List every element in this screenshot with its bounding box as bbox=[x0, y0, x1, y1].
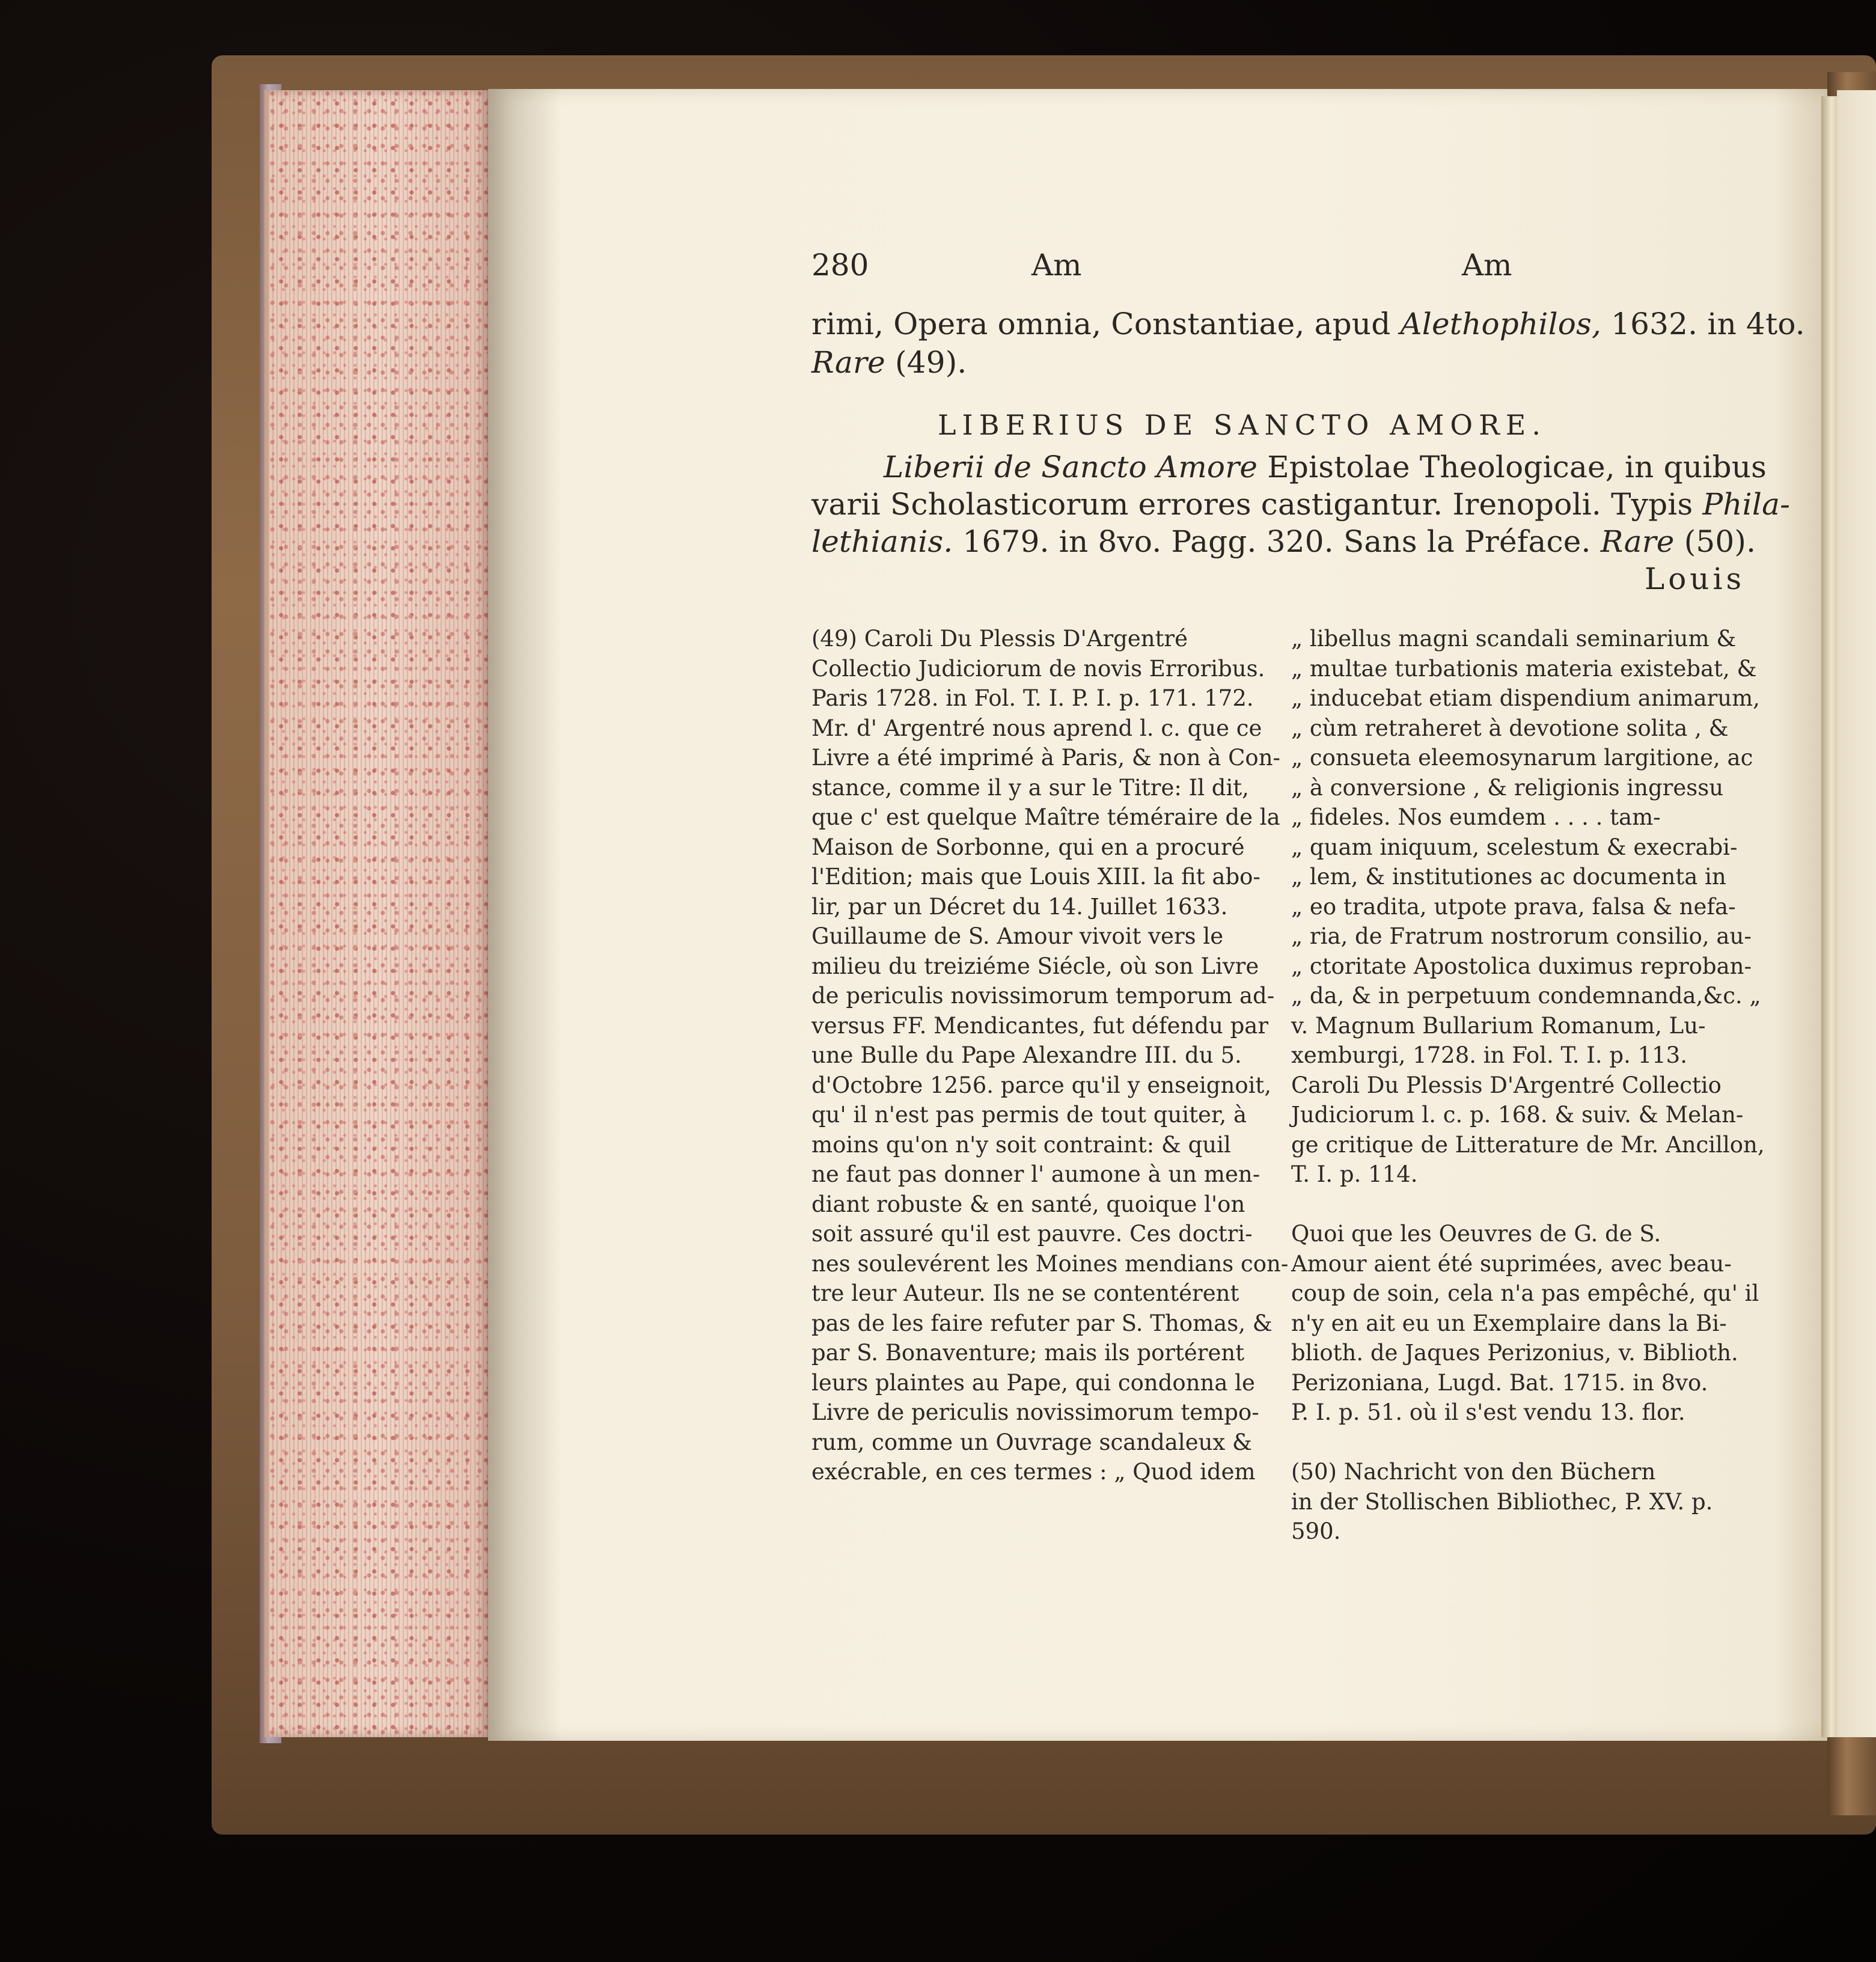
rare-label: Rare bbox=[811, 345, 885, 380]
footnote-line bbox=[1291, 1190, 1748, 1220]
intro-italic: Alethophilos, bbox=[1400, 307, 1602, 341]
footnote-line: Caroli Du Plessis D'Argentré Collectio bbox=[1291, 1072, 1722, 1098]
footnote-line: milieu du treiziéme Siécle, où son Livre bbox=[811, 953, 1259, 979]
entry-title: Epistolae Theologicae, in quibus bbox=[1267, 450, 1767, 484]
footnote-line: „ libellus magni scandali seminarium & bbox=[1291, 626, 1737, 652]
footnote-line: d'Octobre 1256. parce qu'il y enseignoit, bbox=[811, 1072, 1272, 1098]
footnote-line: diant robuste & en santé, quoique l'on bbox=[811, 1191, 1245, 1217]
footnote-line bbox=[1291, 1428, 1748, 1458]
footnote-line: Paris 1728. in Fol. T. I. P. I. p. 171. 172. bbox=[811, 685, 1254, 711]
entry-heading: LIBERIUS DE SANCTO AMORE. bbox=[938, 409, 1547, 441]
footnote-line: tre leur Auteur. Ils ne se contentérent bbox=[811, 1280, 1239, 1306]
intro-line-1 bbox=[811, 307, 1805, 341]
footnote-line: „ fideles. Nos eumdem . . . . tam- bbox=[1291, 804, 1661, 830]
footnote-line: in der Stollischen Bibliothec, P. XV. p. bbox=[1291, 1488, 1713, 1515]
intro-end: 1632. in 4to. bbox=[1611, 307, 1805, 341]
footnote-line: Maison de Sorbonne, qui en a procuré bbox=[811, 834, 1245, 860]
footnote-line: ne faut pas donner l' aumone à un men- bbox=[811, 1161, 1260, 1187]
footnote-line: 590. bbox=[1291, 1518, 1341, 1544]
footnote-line: (49) Caroli Du Plessis D'Argentré bbox=[811, 626, 1188, 652]
footnote-line: exécrable, en ces termes : „ Quod idem bbox=[811, 1459, 1256, 1485]
footnote-line: „ multae turbationis materia existebat, & bbox=[1291, 655, 1757, 682]
entry-line-2 bbox=[811, 487, 1790, 522]
footnote-line: Collectio Judiciorum de novis Erroribus. bbox=[811, 655, 1265, 682]
footnote-line: stance, comme il y a sur le Titre: Il dit, bbox=[811, 774, 1249, 801]
footnote-line: Judiciorum l. c. p. 168. & suiv. & Melan- bbox=[1291, 1102, 1744, 1128]
page-fold-shadow bbox=[488, 89, 560, 1741]
facing-page-edge bbox=[1837, 90, 1876, 1737]
footnote-line: versus FF. Mendicantes, fut défendu par bbox=[811, 1012, 1269, 1039]
intro-line-2 bbox=[811, 345, 967, 380]
footnote-line: Livre de periculis novissimorum tempo- bbox=[811, 1399, 1259, 1425]
footnote-line: de periculis novissimorum temporum ad- bbox=[811, 983, 1275, 1009]
footnote-line: Mr. d' Argentré nous aprend l. c. que ce bbox=[811, 715, 1262, 741]
footnote-line: „ quam iniquum, scelestum & execrabi- bbox=[1291, 834, 1738, 860]
page-gutter bbox=[1821, 96, 1838, 1737]
entry-publisher: Phila- bbox=[1702, 487, 1791, 522]
footnote-line: une Bulle du Pape Alexandre III. du 5. bbox=[811, 1042, 1242, 1068]
footnote-column-right bbox=[1291, 624, 1765, 1547]
footnote-line: par S. Bonaventure; mais ils portérent bbox=[811, 1340, 1245, 1366]
running-head-right: Am bbox=[1462, 248, 1512, 283]
catchword: Louis bbox=[1645, 561, 1746, 596]
footnote-line: que c' est quelque Maître téméraire de la bbox=[811, 804, 1280, 830]
footnote-line: Amour aient été suprimées, avec beau- bbox=[1291, 1250, 1732, 1277]
footnote-line: pas de les faire refuter par S. Thomas, & bbox=[811, 1310, 1273, 1336]
footnote-line: blioth. de Jaques Perizonius, v. Biblioth. bbox=[1291, 1340, 1738, 1366]
entry-publisher-end: lethianis. bbox=[811, 524, 953, 559]
footnote-line: v. Magnum Bullarium Romanum, Lu- bbox=[1291, 1012, 1706, 1039]
footnote-line: soit assuré qu'il est pauvre. Ces doctri- bbox=[811, 1221, 1253, 1247]
page-number: 280 bbox=[811, 248, 869, 283]
footnote-line: moins qu'on n'y soit contraint: & quil bbox=[811, 1131, 1231, 1158]
footnote-line: rum, comme un Ouvrage scandaleux & bbox=[811, 1429, 1252, 1455]
footnote-line: ge critique de Litterature de Mr. Ancillon, bbox=[1291, 1131, 1765, 1158]
entry-details: 1679. in 8vo. Pagg. 320. Sans la Préface. bbox=[962, 524, 1591, 559]
intro-note-ref: (49). bbox=[895, 345, 967, 380]
footnote-line: Quoi que les Oeuvres de G. de S. bbox=[1291, 1221, 1661, 1247]
footnote-line: „ inducebat etiam dispendium animarum, bbox=[1291, 685, 1760, 711]
footnote-line: „ ctoritate Apostolica duximus reproban- bbox=[1291, 953, 1752, 979]
footnote-column-left bbox=[811, 624, 1289, 1487]
entry-line-1 bbox=[884, 450, 1767, 484]
entry-author: Liberii de Sancto Amore bbox=[884, 450, 1258, 484]
entry-text: varii Scholasticorum errores castigantur. Irenopoli. Typis bbox=[811, 487, 1693, 522]
footnote-line: „ lem, & institutiones ac documenta in bbox=[1291, 864, 1726, 890]
footnote-line: Livre a été imprimé à Paris, & non à Con- bbox=[811, 745, 1281, 771]
footnote-line: „ da, & in perpetuum condemnanda,&c. „ bbox=[1291, 983, 1761, 1009]
footnote-line: „ à conversione , & religionis ingressu bbox=[1291, 774, 1724, 801]
footnote-line: „ eo tradita, utpote prava, falsa & nefa- bbox=[1291, 893, 1736, 920]
footnote-line: leurs plaintes au Pape, qui condonna le bbox=[811, 1369, 1255, 1396]
rare-label-2: Rare bbox=[1600, 524, 1675, 559]
footnote-line: xemburgi, 1728. in Fol. T. I. p. 113. bbox=[1291, 1042, 1687, 1068]
footnote-line: qu' il n'est pas permis de tout quiter, à bbox=[811, 1102, 1247, 1128]
footnote-line: „ ria, de Fratrum nostrorum consilio, au- bbox=[1291, 923, 1752, 949]
footnote-line: coup de soin, cela n'a pas empêché, qu' il bbox=[1291, 1280, 1759, 1306]
footnote-line: T. I. p. 114. bbox=[1291, 1161, 1418, 1187]
footnote-line: l'Edition; mais que Louis XIII. la fit abo- bbox=[811, 864, 1260, 890]
footnote-line: „ cùm retraheret à devotione solita , & bbox=[1291, 715, 1729, 741]
entry-line-3 bbox=[811, 524, 1756, 559]
footnote-line: (50) Nachricht von den Büchern bbox=[1291, 1459, 1656, 1485]
footnote-line: nes soulevérent les Moines mendians con- bbox=[811, 1250, 1289, 1277]
entry-note-ref: (50). bbox=[1684, 524, 1756, 559]
footnote-line: P. I. p. 51. où il s'est vendu 13. flor. bbox=[1291, 1399, 1685, 1425]
page-fore-edge bbox=[264, 90, 492, 1737]
footnote-line: Guillaume de S. Amour vivoit vers le bbox=[811, 923, 1224, 949]
footnote-line: Perizoniana, Lugd. Bat. 1715. in 8vo. bbox=[1291, 1369, 1708, 1396]
footnote-line: „ consueta eleemosynarum largitione, ac bbox=[1291, 745, 1753, 771]
running-head-left: Am bbox=[1031, 248, 1082, 283]
intro-text: rimi, Opera omnia, Constantiae, apud bbox=[811, 307, 1391, 341]
footnote-line: n'y en ait eu un Exemplaire dans la Bi- bbox=[1291, 1310, 1727, 1336]
footnote-line: lir, par un Décret du 14. Juillet 1633. bbox=[811, 893, 1228, 920]
